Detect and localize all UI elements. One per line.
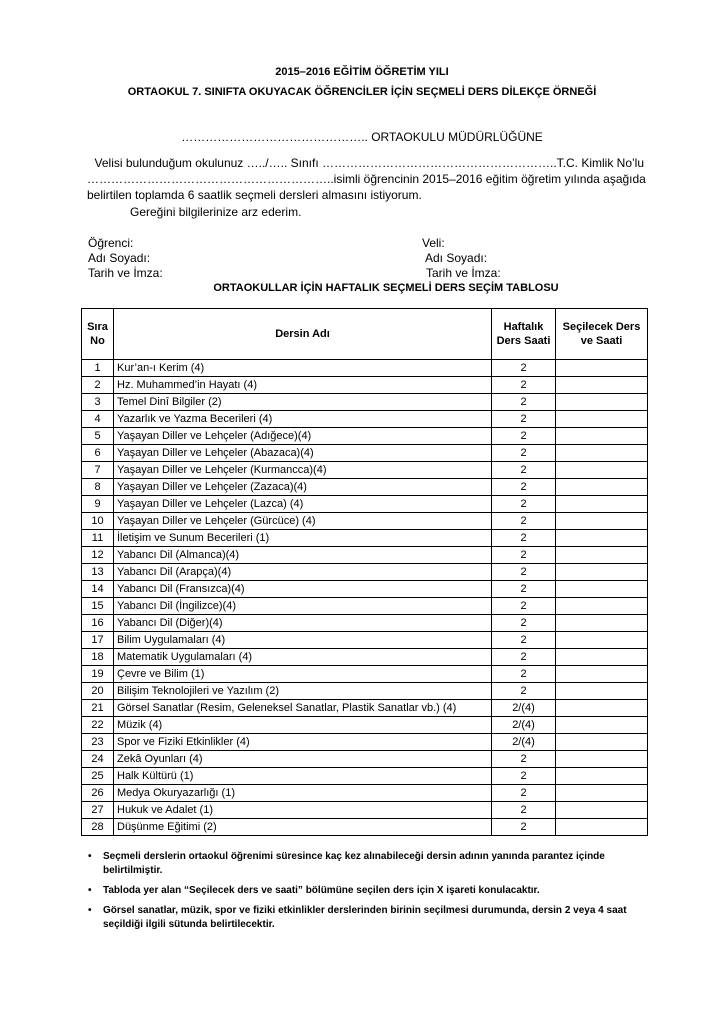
note-text: Tabloda yer alan “Seçilecek ders ve saati” bölümüne seçilen ders için X işareti konulacaktır.: [103, 885, 540, 896]
weekly-hours-cell: 2: [492, 513, 556, 530]
selection-cell[interactable]: [556, 411, 648, 428]
table-row: [82, 751, 648, 768]
bullet-icon: •: [88, 885, 92, 896]
row-number-cell: 19: [82, 666, 114, 683]
selection-cell[interactable]: [556, 700, 648, 717]
petition-line-2: [87, 172, 644, 186]
weekly-hours-cell: 2/(4): [492, 717, 556, 734]
table-body: [82, 360, 648, 836]
row-number-cell: 20: [82, 683, 114, 700]
weekly-hours-cell: 2: [492, 360, 556, 377]
table-row: [82, 819, 648, 836]
row-number-cell: 2: [82, 377, 114, 394]
row-number-cell: 28: [82, 819, 114, 836]
student-name-label: Adı Soyadı:: [88, 251, 151, 265]
weekly-hours-cell: 2: [492, 632, 556, 649]
row-number-cell: 17: [82, 632, 114, 649]
header-selected-course: Seçilecek Ders ve Saati: [556, 309, 648, 360]
student-label: Öğrenci:: [88, 236, 134, 250]
header-weekly-hours: Haftalık Ders Saati: [492, 309, 556, 360]
row-number-cell: 12: [82, 547, 114, 564]
row-number-cell: 3: [82, 394, 114, 411]
row-number-cell: 9: [82, 496, 114, 513]
weekly-hours-cell: 2: [492, 615, 556, 632]
course-name-cell: Bilişim Teknolojileri ve Yazılım (2): [114, 683, 492, 700]
parent-label: Veli:: [422, 236, 445, 250]
row-number-cell: 6: [82, 445, 114, 462]
course-name-cell: Halk Kültürü (1): [114, 768, 492, 785]
row-number-cell: 7: [82, 462, 114, 479]
table-row: [82, 768, 648, 785]
table-row: [82, 428, 648, 445]
course-name-cell: Zekâ Oyunları (4): [114, 751, 492, 768]
course-name-cell: Yaşayan Diller ve Lehçeler (Gürcüce) (4): [114, 513, 492, 530]
table-row: [82, 462, 648, 479]
table-row: [82, 547, 648, 564]
selection-cell[interactable]: [556, 496, 648, 513]
note-item: [88, 904, 648, 932]
table-row: [82, 445, 648, 462]
table-row: [82, 632, 648, 649]
row-number-cell: 18: [82, 649, 114, 666]
header-row-no: Sıra No: [82, 309, 114, 360]
petition-closing: Gereğini bilgilerinize arz ederim.: [130, 205, 302, 219]
selection-cell[interactable]: [556, 513, 648, 530]
row-number-cell: 14: [82, 581, 114, 598]
table-row: [82, 649, 648, 666]
selection-cell[interactable]: [556, 445, 648, 462]
course-name-cell: Yaşayan Diller ve Lehçeler (Adığece)(4): [114, 428, 492, 445]
course-name-cell: Medya Okuryazarlığı (1): [114, 785, 492, 802]
course-name-cell: Müzik (4): [114, 717, 492, 734]
selection-cell[interactable]: [556, 479, 648, 496]
addressee-line: ……………………………………….. ORTAOKULU MÜDÜRLÜĞÜNE: [181, 130, 543, 144]
selection-cell[interactable]: [556, 802, 648, 819]
bullet-icon: •: [88, 905, 92, 916]
row-number-cell: 22: [82, 717, 114, 734]
weekly-hours-cell: 2: [492, 785, 556, 802]
row-number-cell: 24: [82, 751, 114, 768]
table-header-row: [82, 309, 648, 360]
table-row: [82, 802, 648, 819]
row-number-cell: 8: [82, 479, 114, 496]
weekly-hours-cell: 2: [492, 530, 556, 547]
table-row: [82, 666, 648, 683]
selection-cell[interactable]: [556, 377, 648, 394]
course-name-cell: Hukuk ve Adalet (1): [114, 802, 492, 819]
bullet-icon: •: [88, 851, 92, 862]
selection-cell[interactable]: [556, 683, 648, 700]
weekly-hours-cell: 2: [492, 683, 556, 700]
petition-line-2-text: isimli öğrencinin 2015–2016 eğitim öğretim yılında aşağıda: [333, 172, 646, 186]
table-row: [82, 785, 648, 802]
selection-cell[interactable]: [556, 462, 648, 479]
selection-cell[interactable]: [556, 428, 648, 445]
row-number-cell: 13: [82, 564, 114, 581]
table-row: [82, 411, 648, 428]
row-number-cell: 23: [82, 734, 114, 751]
note-text: Seçmeli derslerin ortaokul öğrenimi süresince kaç kez alınabileceği dersin adının yanında parantez içinde belirtilmiştir.: [103, 851, 605, 876]
weekly-hours-cell: 2: [492, 802, 556, 819]
document-title-year: 2015–2016 EĞİTİM ÖĞRETİM YILI: [275, 66, 449, 78]
petition-line-3: belirtilen toplamda 6 saatlik seçmeli dersleri almasını istiyorum.: [87, 188, 422, 202]
course-name-cell: Kur’an-ı Kerim (4): [114, 360, 492, 377]
weekly-hours-cell: 2: [492, 598, 556, 615]
course-name-cell: Yaşayan Diller ve Lehçeler (Kurmancca)(4): [114, 462, 492, 479]
table-row: [82, 734, 648, 751]
course-name-cell: Yaşayan Diller ve Lehçeler (Zazaca)(4): [114, 479, 492, 496]
table-row: [82, 700, 648, 717]
weekly-hours-cell: 2: [492, 394, 556, 411]
selection-cell[interactable]: [556, 768, 648, 785]
row-number-cell: 21: [82, 700, 114, 717]
course-name-cell: Yazarlık ve Yazma Becerileri (4): [114, 411, 492, 428]
selection-cell[interactable]: [556, 547, 648, 564]
row-number-cell: 10: [82, 513, 114, 530]
weekly-hours-cell: 2: [492, 819, 556, 836]
parent-name-label: Adı Soyadı:: [425, 251, 488, 265]
selection-cell[interactable]: [556, 819, 648, 836]
table-row: [82, 479, 648, 496]
note-item: [88, 884, 648, 898]
table-row: [82, 377, 648, 394]
table-row: [82, 683, 648, 700]
table-row: [82, 496, 648, 513]
selection-cell[interactable]: [556, 751, 648, 768]
selection-cell[interactable]: [556, 360, 648, 377]
selection-cell[interactable]: [556, 564, 648, 581]
selection-cell[interactable]: [556, 734, 648, 751]
table-title: ORTAOKULLAR İÇİN HAFTALIK SEÇMELİ DERS SEÇİM TABLOSU: [213, 282, 559, 294]
weekly-hours-cell: 2: [492, 496, 556, 513]
weekly-hours-cell: 2: [492, 768, 556, 785]
table-row: [82, 717, 648, 734]
row-number-cell: 11: [82, 530, 114, 547]
note-item: [88, 850, 648, 878]
course-name-cell: Yabancı Dil (Fransızca)(4): [114, 581, 492, 598]
table-row: [82, 615, 648, 632]
weekly-hours-cell: 2/(4): [492, 734, 556, 751]
selection-cell[interactable]: [556, 598, 648, 615]
parent-signature-label: Tarih ve İmza:: [426, 266, 501, 280]
table-row: [82, 581, 648, 598]
course-name-cell: İletişim ve Sunum Becerileri (1): [114, 530, 492, 547]
note-text: Görsel sanatlar, müzik, spor ve fiziki etkinlikler derslerinden birinin seçilmesi durumunda, dersin 2 veya 4 saat seçildiği ilgili sütunda belirtilecektir.: [103, 905, 627, 930]
weekly-hours-cell: 2: [492, 581, 556, 598]
table-row: [82, 530, 648, 547]
weekly-hours-cell: 2: [492, 462, 556, 479]
selection-cell[interactable]: [556, 394, 648, 411]
selection-cell[interactable]: [556, 666, 648, 683]
course-name-cell: Bilim Uygulamaları (4): [114, 632, 492, 649]
selection-cell[interactable]: [556, 632, 648, 649]
course-name-cell: Temel Dinî Bilgiler (2): [114, 394, 492, 411]
table-row: [82, 564, 648, 581]
row-number-cell: 16: [82, 615, 114, 632]
course-name-cell: Yabancı Dil (Almanca)(4): [114, 547, 492, 564]
weekly-hours-cell: 2: [492, 428, 556, 445]
header-course-name: Dersin Adı: [114, 309, 492, 360]
weekly-hours-cell: 2: [492, 564, 556, 581]
weekly-hours-cell: 2: [492, 479, 556, 496]
course-name-cell: Yabancı Dil (İngilizce)(4): [114, 598, 492, 615]
row-number-cell: 27: [82, 802, 114, 819]
document-title: ORTAOKUL 7. SINIFTA OKUYACAK ÖĞRENCİLER İÇİN SEÇMELİ DERS DİLEKÇE ÖRNEĞİ: [127, 86, 597, 98]
weekly-hours-cell: 2: [492, 666, 556, 683]
weekly-hours-cell: 2: [492, 751, 556, 768]
course-name-cell: Matematik Uygulamaları (4): [114, 649, 492, 666]
weekly-hours-cell: 2/(4): [492, 700, 556, 717]
course-name-cell: Hz. Muhammed’in Hayatı (4): [114, 377, 492, 394]
selection-cell[interactable]: [556, 581, 648, 598]
table-row: [82, 394, 648, 411]
table-row: [82, 513, 648, 530]
selection-cell[interactable]: [556, 717, 648, 734]
row-number-cell: 25: [82, 768, 114, 785]
course-name-cell: Düşünme Eğitimi (2): [114, 819, 492, 836]
course-name-cell: Yaşayan Diller ve Lehçeler (Abazaca)(4): [114, 445, 492, 462]
row-number-cell: 1: [82, 360, 114, 377]
course-name-cell: Spor ve Fiziki Etkinlikler (4): [114, 734, 492, 751]
student-signature-label: Tarih ve İmza:: [88, 266, 163, 280]
course-name-cell: Çevre ve Bilim (1): [114, 666, 492, 683]
row-number-cell: 26: [82, 785, 114, 802]
weekly-hours-cell: 2: [492, 649, 556, 666]
row-number-cell: 4: [82, 411, 114, 428]
weekly-hours-cell: 2: [492, 445, 556, 462]
selection-cell[interactable]: [556, 615, 648, 632]
petition-line-1: Velisi bulunduğum okulunuz …../….. Sınıfı …………………………………………………..T.C. Kimlik No’lu: [94, 156, 644, 170]
selection-cell[interactable]: [556, 649, 648, 666]
notes-list: [88, 850, 648, 938]
student-id-blank: ……………………………………………………..: [87, 172, 334, 186]
row-number-cell: 5: [82, 428, 114, 445]
weekly-hours-cell: 2: [492, 547, 556, 564]
table-row: [82, 598, 648, 615]
row-number-cell: 15: [82, 598, 114, 615]
course-name-cell: Yaşayan Diller ve Lehçeler (Lazca) (4): [114, 496, 492, 513]
weekly-hours-cell: 2: [492, 411, 556, 428]
table-row: [82, 360, 648, 377]
weekly-hours-cell: 2: [492, 377, 556, 394]
course-name-cell: Görsel Sanatlar (Resim, Geleneksel Sanatlar, Plastik Sanatlar vb.) (4): [114, 700, 492, 717]
course-name-cell: Yabancı Dil (Diğer)(4): [114, 615, 492, 632]
elective-course-table: [81, 308, 648, 836]
course-name-cell: Yabancı Dil (Arapça)(4): [114, 564, 492, 581]
selection-cell[interactable]: [556, 530, 648, 547]
selection-cell[interactable]: [556, 785, 648, 802]
